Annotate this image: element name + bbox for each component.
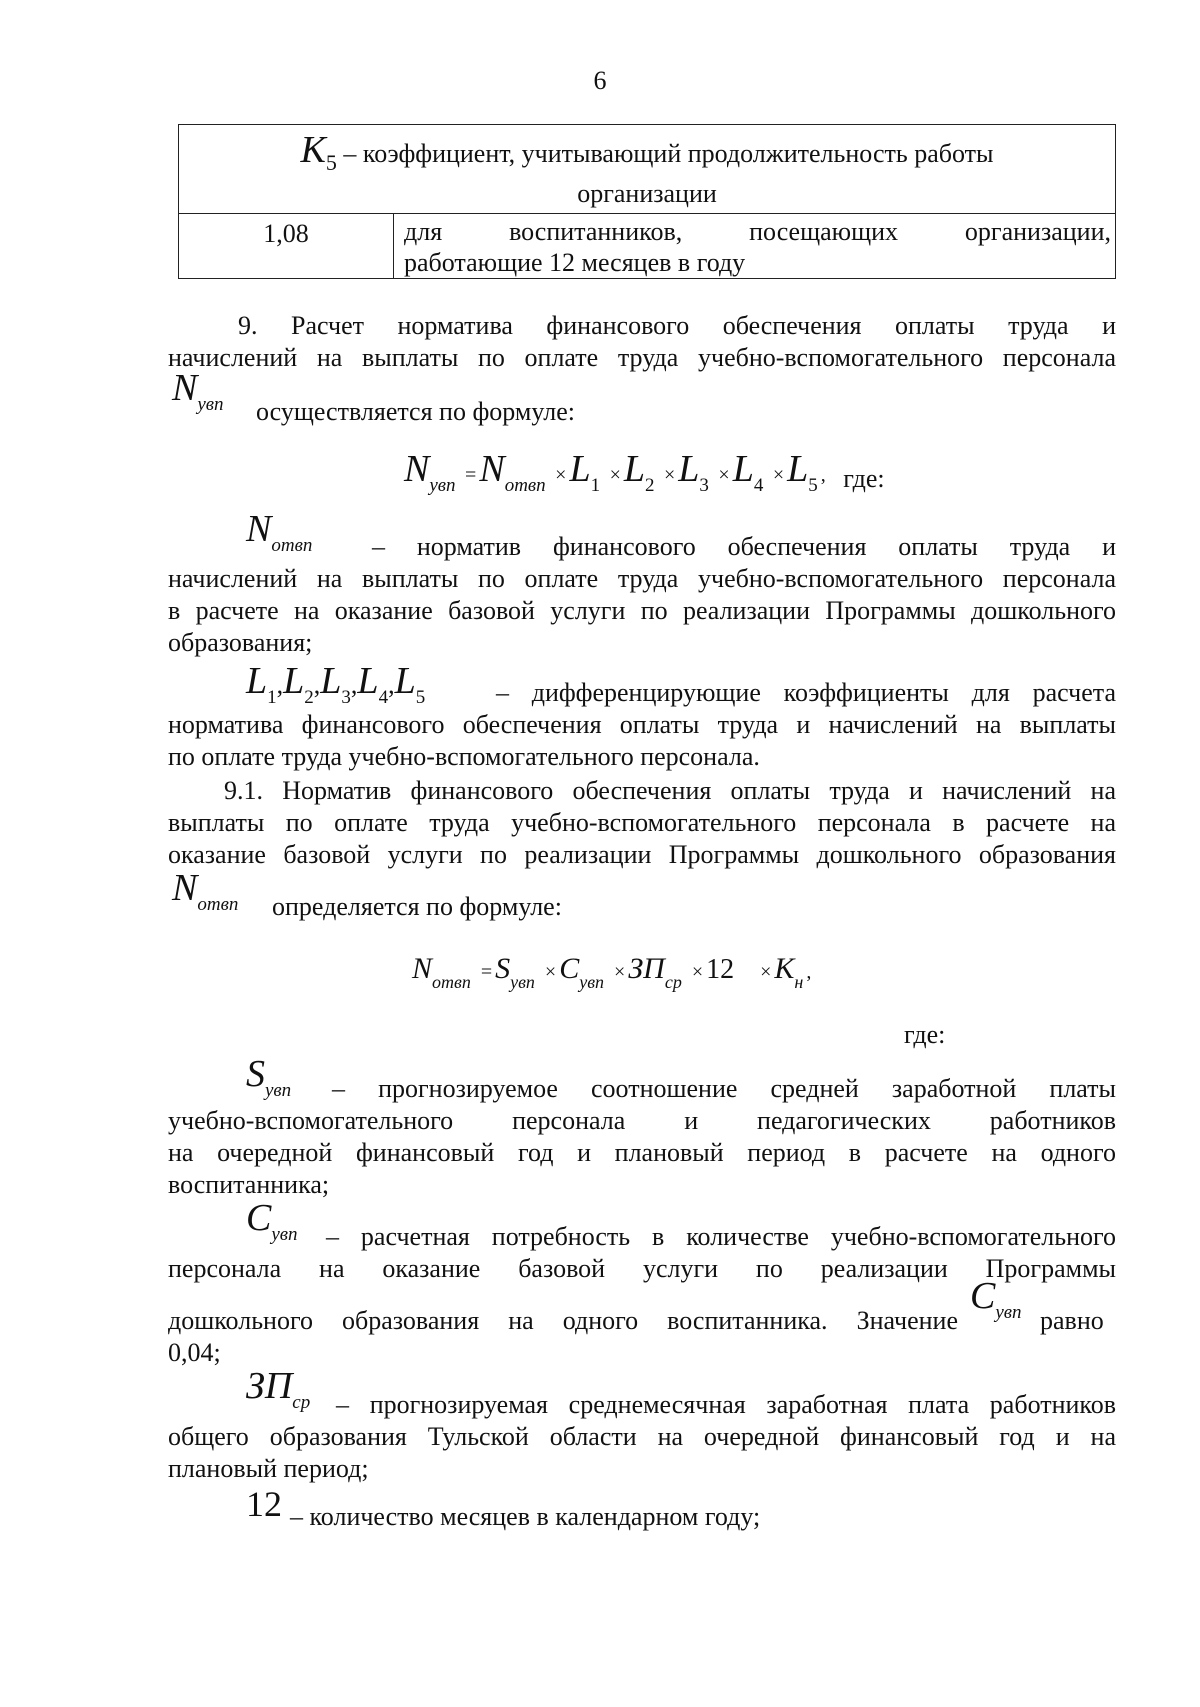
c-def-line2: персонала на оказание базовой услуги по реализации Программы <box>168 1254 1116 1283</box>
formula2-twelve: 12 <box>706 954 735 985</box>
formula1-l1-index: 1 <box>590 475 601 496</box>
table-header-cell <box>179 125 1116 214</box>
s91-notvp-symbol: N <box>172 867 198 909</box>
formula1-mult: × <box>664 464 676 486</box>
zp-sub: ср <box>292 1392 311 1413</box>
zp-symbol: ЗП <box>246 1365 293 1407</box>
formula2-mult: × <box>614 961 626 983</box>
formula-nuvp <box>404 448 885 502</box>
k5-index: 5 <box>325 150 337 175</box>
s91-line4: определяется по формуле: <box>272 892 562 921</box>
s9-line2: начислений на выплаты по оплате труда учебно-вспомогательного персонала <box>168 343 1116 372</box>
formula1-mult: × <box>609 464 621 486</box>
c-def-line3-start <box>168 1304 958 1337</box>
l3-symbol: L <box>320 660 342 702</box>
formula2-c-sub: увп <box>579 972 605 992</box>
s-def-symbol <box>246 1053 292 1107</box>
formula1-l3-index: 3 <box>699 475 709 496</box>
s91-notvp-sub: отвп <box>197 894 239 915</box>
notvp-def-line2: начислений на выплаты по оплате труда учебно-вспомогательного персонала <box>168 564 1116 593</box>
formula1-notvp-sub: отвп <box>504 475 546 496</box>
s-def-line3: на очередной финансовый год и плановый период в расчете на одного <box>168 1138 1116 1167</box>
l1-symbol: L <box>246 660 268 702</box>
table-row <box>179 214 1116 279</box>
page-number: 6 <box>593 66 607 95</box>
s9-symbol <box>172 367 224 421</box>
table-header-text-line1: – коэффициент, учитывающий продолжительность работы <box>343 139 994 168</box>
formula2-s: S <box>495 952 511 985</box>
notvp-def-line4: образования; <box>168 628 313 657</box>
formula2-comma: , <box>806 961 812 983</box>
l4-symbol: L <box>357 660 379 702</box>
formula1-where: где: <box>843 464 885 493</box>
s-def-line1: – прогнозируемое соотношение средней заработной платы <box>332 1074 1116 1103</box>
nuvp-symbol: N <box>172 367 198 409</box>
s-def-line2: учебно-вспомогательного персонала и педагогических работников <box>168 1106 1116 1135</box>
c-def-line4: 0,04; <box>168 1338 221 1367</box>
s-def-line4: воспитанника; <box>168 1170 330 1199</box>
formula1-l5: L <box>787 448 809 490</box>
zp-def-symbol <box>246 1365 311 1419</box>
s91-line3: оказание базовой услуги по реализации Программы дошкольного образования <box>168 840 1116 869</box>
table-header-text-line2: организации <box>577 179 717 208</box>
l2-index: 2 <box>304 687 314 708</box>
formula2-where: где: <box>904 1020 946 1049</box>
c-symbol: C <box>246 1197 272 1239</box>
zp-def-line1: – прогнозируемая среднемесячная заработная плата работников <box>336 1390 1116 1419</box>
s91-line1: 9.1. Норматив финансового обеспечения оплаты труда и начислений на <box>224 776 1116 805</box>
c-def-line3-end: равно <box>1040 1306 1104 1335</box>
formula2-mult: × <box>760 961 772 983</box>
formula2-zp-sub: ср <box>664 972 682 992</box>
table-row-desc-line1: для воспитанников, посещающих организации, <box>404 217 1111 246</box>
s9-line3: осуществляется по формуле: <box>256 397 575 426</box>
table-row-value: 1,08 <box>179 214 394 279</box>
k5-symbol: K <box>300 129 326 171</box>
l-def-symbols: $L_1,L_2,L_3,L_4,L_5$ <box>246 660 426 708</box>
twelve-def-line1: – количество месяцев в календарном году; <box>290 1502 761 1531</box>
formula1-lhs: N <box>404 448 430 490</box>
l4-index: 4 <box>378 687 389 708</box>
formula2-zp: ЗП <box>628 952 665 985</box>
formula2-s-sub: увп <box>510 972 535 992</box>
formula1-l4-index: 4 <box>753 475 764 496</box>
table-header-row <box>179 125 1116 214</box>
formula1-comma: , <box>820 464 826 486</box>
formula1-l2: L <box>623 448 645 490</box>
formula2-k: K <box>774 952 795 985</box>
zp-def-line3: плановый период; <box>168 1454 369 1483</box>
s91-line2: выплаты по оплате труда учебно-вспомогательного персонала в расчете на <box>168 808 1116 837</box>
notvp-def-symbol <box>246 508 313 562</box>
c-inline-symbol: C <box>970 1275 996 1317</box>
notvp-sub: отвп <box>271 535 313 556</box>
l-def-line1: – дифференцирующие коэффициенты для расчета <box>496 678 1116 707</box>
twelve-def-symbol: 12 <box>246 1484 282 1524</box>
table-row-desc-line2: работающие 12 месяцев в году <box>404 248 746 277</box>
nuvp-sub: увп <box>197 394 224 415</box>
formula1-eq: = <box>465 464 477 486</box>
notvp-def-line1: – норматив финансового обеспечения оплаты труда и <box>372 532 1116 561</box>
formula1-notvp: N <box>479 448 505 490</box>
formula2-mult: × <box>691 961 704 983</box>
l-def-line3: по оплате труда учебно-вспомогательного персонала. <box>168 742 760 771</box>
notvp-symbol: N <box>246 508 272 550</box>
formula2-lhs-sub: отвп <box>432 972 471 992</box>
l5-symbol: L <box>394 660 416 702</box>
table-row-description <box>394 214 1116 279</box>
formula1-mult: × <box>555 464 567 486</box>
formula1-l5-index: 5 <box>808 475 818 496</box>
formula1-l3: L <box>678 448 700 490</box>
l1-index: 1 <box>267 687 277 708</box>
zp-def-line2: общего образования Тульской области на очередной финансовый год и на <box>168 1422 1116 1451</box>
formula2-c: C <box>559 952 580 985</box>
c-sub: увп <box>271 1224 298 1245</box>
s-symbol: S <box>246 1053 265 1095</box>
s-sub: увп <box>265 1080 292 1101</box>
formula1-l2-index: 2 <box>645 475 655 496</box>
l2-symbol: L <box>283 660 305 702</box>
formula2-k-sub: н <box>794 972 804 992</box>
formula1-mult: × <box>718 464 730 486</box>
s91-symbol <box>172 867 239 921</box>
s9-line1: 9. Расчет норматива финансового обеспечения оплаты труда и <box>238 311 1116 340</box>
l5-index: 5 <box>415 687 426 708</box>
formula2-eq: = <box>480 961 493 983</box>
formula2-lhs: N <box>412 952 433 985</box>
formula1-mult: × <box>772 464 785 486</box>
formula1-l4: L <box>732 448 754 490</box>
c-inline-sub: увп <box>995 1302 1022 1323</box>
c-def-symbol <box>246 1197 298 1251</box>
formula-notvp <box>412 952 814 999</box>
formula1-l1: L <box>569 448 591 490</box>
c-def-inline-symbol <box>970 1275 1022 1329</box>
c-def-line1: – расчетная потребность в количестве учебно-вспомогательного <box>326 1222 1116 1251</box>
l3-index: 3 <box>341 687 351 708</box>
coefficient-table <box>178 124 1116 279</box>
formula2-mult: × <box>544 961 557 983</box>
formula1-lhs-sub: увп <box>429 475 456 496</box>
l-def-line2: норматива финансового обеспечения оплаты труда и начислений на выплаты <box>168 710 1116 739</box>
notvp-def-line3: в расчете на оказание базовой услуги по реализации Программы дошкольного <box>168 596 1116 625</box>
c-def-line3-text: дошкольного образования на одного воспитанника. Значение <box>168 1306 958 1335</box>
